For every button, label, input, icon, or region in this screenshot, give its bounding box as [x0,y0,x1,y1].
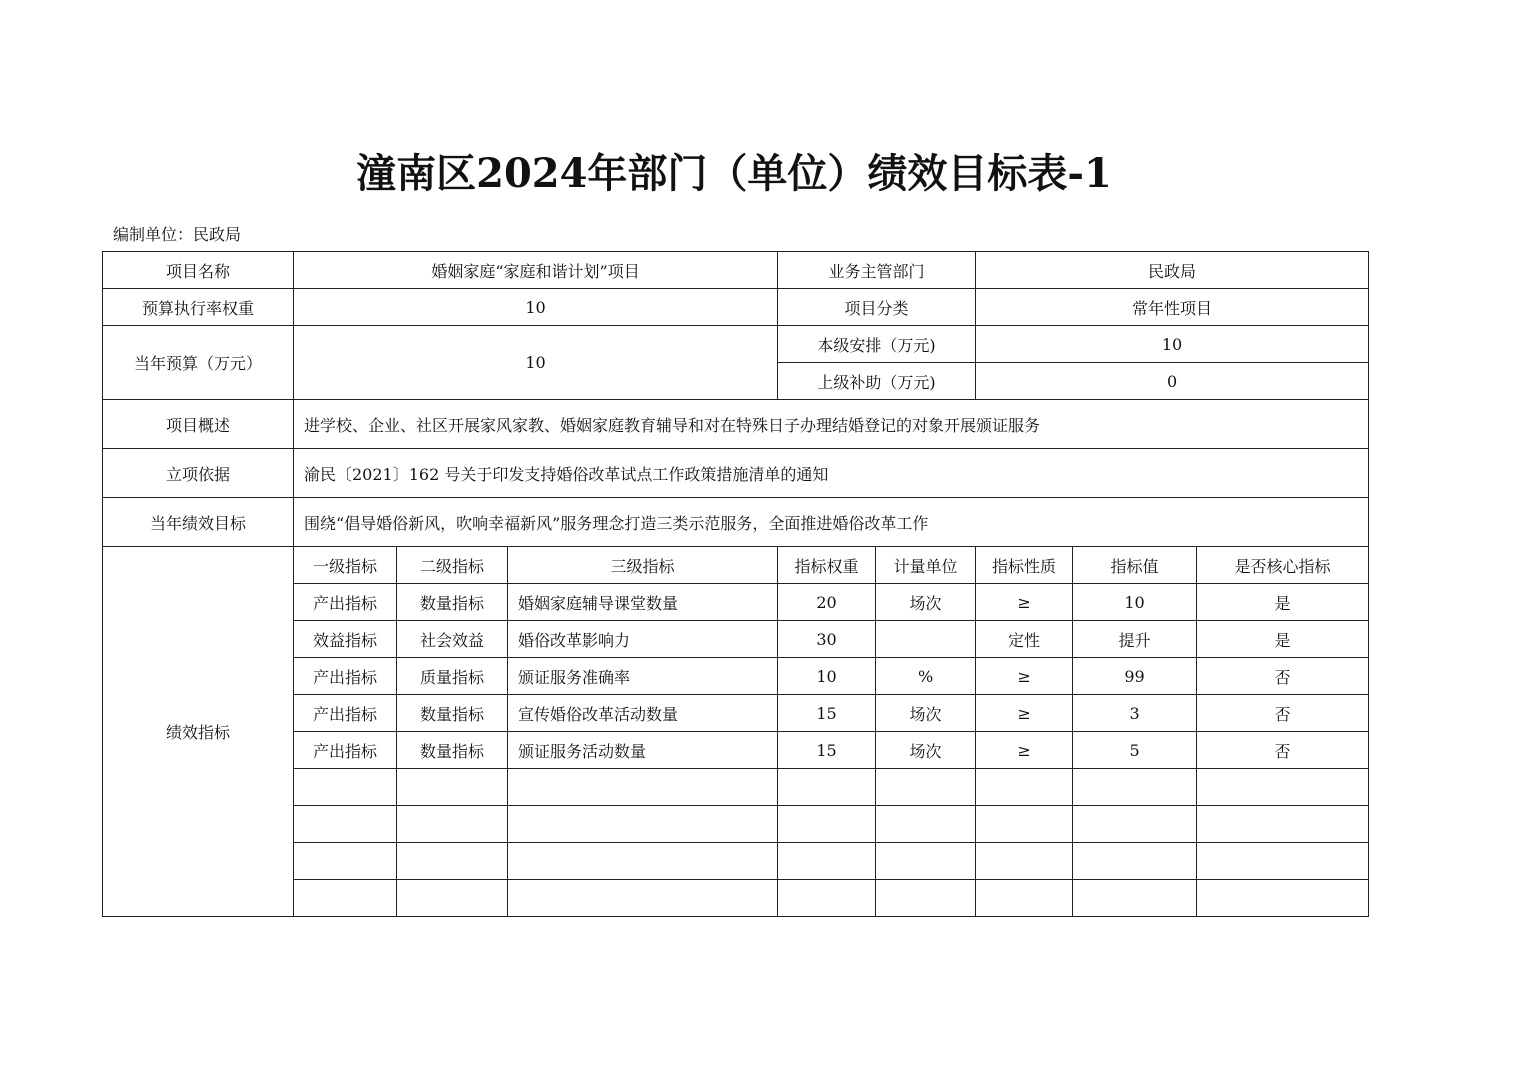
label-cell: 立项依据 [103,449,294,498]
indicator-header-cell: 指标值 [1073,547,1197,584]
label-cell: 当年预算（万元） [103,326,294,400]
indicator-header-cell: 三级指标 [508,547,778,584]
indicator-cell: 场次 [876,584,976,621]
indicator-cell: ≥ [976,695,1073,732]
local-budget-cell: 10 [976,326,1369,363]
label-cell: 当年绩效目标 [103,498,294,547]
indicator-cell [508,843,778,880]
label-cell: 项目概述 [103,400,294,449]
indicator-cell: 20 [778,584,876,621]
indicator-header-cell: 指标权重 [778,547,876,584]
indicator-cell [1073,843,1197,880]
label-cell: 项目名称 [103,252,294,289]
indicator-cell: 15 [778,732,876,769]
project-name-cell: 婚姻家庭“家庭和谐计划”项目 [294,252,778,289]
indicator-cell: 定性 [976,621,1073,658]
indicator-cell: 否 [1197,658,1369,695]
indicator-cell: 场次 [876,732,976,769]
page-title: 潼南区2024年部门（单位）绩效目标表-1 [356,150,1112,197]
indicator-cell [508,880,778,917]
indicator-cell: 效益指标 [294,621,397,658]
table-row [103,326,1369,363]
indicator-cell: 质量指标 [397,658,508,695]
indicator-cell [1073,769,1197,806]
indicator-cell [1197,806,1369,843]
indicator-cell: 99 [1073,658,1197,695]
indicator-cell [1197,769,1369,806]
indicator-cell [1197,880,1369,917]
indicator-cell: 产出指标 [294,658,397,695]
indicator-cell [976,806,1073,843]
upper-budget-cell: 0 [976,363,1369,400]
indicator-cell [976,843,1073,880]
compiling-unit: 编制单位：民政局 [113,225,242,244]
indicator-cell [876,806,976,843]
indicator-cell [294,880,397,917]
indicator-cell [976,769,1073,806]
goal-cell: 围绕“倡导婚俗新风，吹响幸福新风”服务理念打造三类示范服务，全面推进婚俗改革工作 [294,498,1369,547]
indicator-cell: 社会效益 [397,621,508,658]
indicator-cell: 数量指标 [397,695,508,732]
indicator-cell: 15 [778,695,876,732]
indicator-cell: 10 [778,658,876,695]
indicator-cell [294,769,397,806]
indicator-cell [294,843,397,880]
indicator-cell: 颁证服务活动数量 [508,732,778,769]
indicator-header-row [103,547,1369,584]
indicator-cell: 否 [1197,695,1369,732]
indicator-cell [508,769,778,806]
indicator-header-cell: 是否核心指标 [1197,547,1369,584]
performance-table [102,251,1369,917]
budget-cell: 10 [294,326,778,400]
indicator-cell [778,769,876,806]
indicator-cell [294,806,397,843]
table-row [103,289,1369,326]
overview-cell: 进学校、企业、社区开展家风家教、婚姻家庭教育辅导和对在特殊日子办理结婚登记的对象开展颁证服务 [294,400,1369,449]
basis-cell: 渝民〔2021〕162 号关于印发支持婚俗改革试点工作政策措施清单的通知 [294,449,1369,498]
indicator-header-cell: 计量单位 [876,547,976,584]
indicator-cell: 数量指标 [397,732,508,769]
indicator-cell [397,880,508,917]
indicator-cell: ≥ [976,584,1073,621]
label-cell: 项目分类 [778,289,976,326]
indicator-cell [397,806,508,843]
indicator-cell [876,621,976,658]
dept-cell: 民政局 [976,252,1369,289]
table-row [103,498,1369,547]
indicator-cell [778,880,876,917]
indicator-cell: 是 [1197,584,1369,621]
indicator-cell [1073,880,1197,917]
indicator-cell [876,880,976,917]
indicator-cell [876,843,976,880]
table-row [103,400,1369,449]
indicator-cell: 10 [1073,584,1197,621]
indicator-cell: 提升 [1073,621,1197,658]
indicator-header-cell: 指标性质 [976,547,1073,584]
indicator-cell: ≥ [976,658,1073,695]
label-cell: 本级安排（万元) [778,326,976,363]
indicators-section-label: 绩效指标 [103,547,294,917]
indicator-cell: 否 [1197,732,1369,769]
indicator-cell: 数量指标 [397,584,508,621]
table-row [103,449,1369,498]
weight-cell: 10 [294,289,778,326]
category-cell: 常年性项目 [976,289,1369,326]
indicator-header-cell: 一级指标 [294,547,397,584]
indicator-cell: 是 [1197,621,1369,658]
indicator-cell: 婚姻家庭辅导课堂数量 [508,584,778,621]
indicator-cell: 30 [778,621,876,658]
indicator-cell [778,843,876,880]
indicator-cell: 产出指标 [294,732,397,769]
indicator-header-cell: 二级指标 [397,547,508,584]
label-cell: 预算执行率权重 [103,289,294,326]
indicator-cell [778,806,876,843]
indicator-cell [1073,806,1197,843]
indicator-cell [976,880,1073,917]
indicator-cell [397,769,508,806]
indicator-cell: 场次 [876,695,976,732]
indicator-cell [397,843,508,880]
indicator-cell [1197,843,1369,880]
indicator-cell: 3 [1073,695,1197,732]
indicator-cell: 5 [1073,732,1197,769]
indicator-cell: 产出指标 [294,695,397,732]
table-row [103,252,1369,289]
indicator-cell: 产出指标 [294,584,397,621]
indicator-cell: 颁证服务准确率 [508,658,778,695]
indicator-cell: % [876,658,976,695]
indicator-cell: 婚俗改革影响力 [508,621,778,658]
indicator-cell [876,769,976,806]
indicator-cell: 宣传婚俗改革活动数量 [508,695,778,732]
indicator-cell: ≥ [976,732,1073,769]
label-cell: 业务主管部门 [778,252,976,289]
indicator-cell [508,806,778,843]
label-cell: 上级补助（万元) [778,363,976,400]
